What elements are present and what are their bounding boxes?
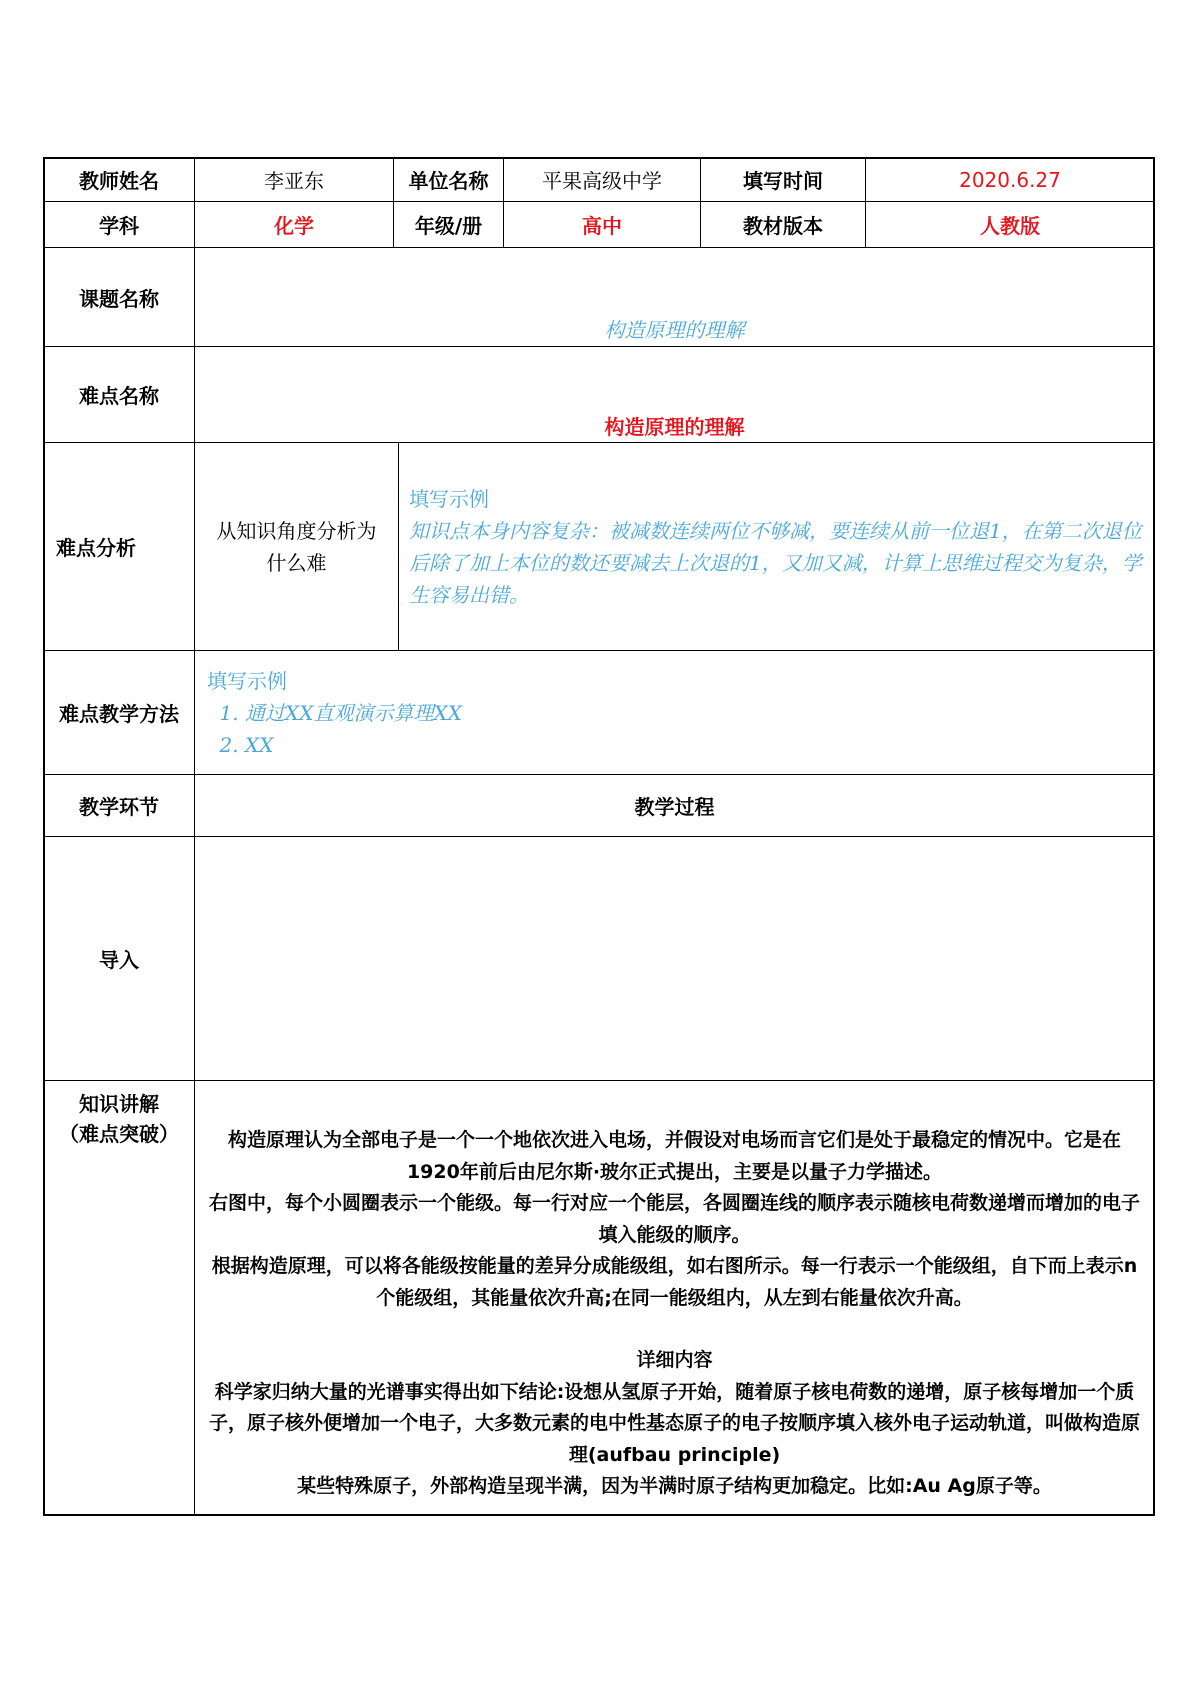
knowledge-label [43, 1080, 195, 1516]
fill-date-label: 填写时间 [700, 157, 866, 202]
teaching-method-cell [194, 650, 1155, 775]
teacher-name-label: 教师姓名 [43, 157, 195, 202]
subject-value: 化学 [194, 201, 394, 248]
method-item-1: 1. 通过XX直观演示算理XX [245, 697, 462, 729]
analysis-angle-label [194, 442, 399, 651]
topic-label: 课题名称 [43, 247, 195, 347]
teaching-step-label: 教学环节 [43, 774, 195, 837]
knowledge-para-2: 右图中，每个小圆圈表示一个能级。每一行对应一个能层，各圆圈连线的顺序表示随核电荷数递增而增加的电子填入能级的顺序。 [208, 1192, 1140, 1246]
teacher-name-value: 李亚东 [194, 157, 394, 202]
teaching-method-label: 难点教学方法 [43, 650, 195, 775]
knowledge-label-line1: 知识讲解 [79, 1092, 159, 1116]
method-example-title: 填写示例 [207, 668, 287, 693]
knowledge-para-5: 某些特殊原子，外部构造呈现半满，因为半满时原子结构更加稳定。比如:Au Ag原子等。 [297, 1475, 1052, 1497]
knowledge-para-4: 科学家归纳大量的光谱事实得出如下结论:设想从氢原子开始，随着原子核电荷数的递增，原子核每增加一个质子，原子核外便增加一个电子，大多数元素的电中性基态原子的电子按顺序填入核外电子运动轨道，叫做构造原理(aufbau principle) [208, 1380, 1140, 1466]
paragraph-gap [205, 1314, 1144, 1345]
edition-value: 人教版 [865, 201, 1155, 248]
difficulty-analysis-label: 难点分析 [43, 442, 195, 651]
analysis-example-title: 填写示例 [409, 487, 489, 511]
knowledge-label-line2: （难点突破） [59, 1122, 179, 1146]
intro-label: 导入 [43, 836, 195, 1081]
edition-label: 教材版本 [700, 201, 866, 248]
teaching-process-label: 教学过程 [194, 774, 1155, 837]
knowledge-para-1: 构造原理认为全部电子是一个一个地依次进入电场，并假设对电场而言它们是处于最稳定的情况中。它是在1920年前后由尼尔斯·玻尔正式提出，主要是以量子力学描述。 [227, 1129, 1121, 1183]
method-item-2: 2. XX [245, 729, 462, 761]
unit-name-value: 平果高级中学 [503, 157, 701, 202]
fill-date-value: 2020.6.27 [865, 157, 1155, 202]
analysis-example-text: 知识点本身内容复杂：被减数连续两位不够减，要连续从前一位退1，在第二次退位后除了加上本位的数还要减去上次退的1，又加又减，计算上思维过程交为复杂，学生容易出错。 [409, 519, 1142, 607]
detail-title: 详细内容 [636, 1349, 713, 1371]
analysis-angle-text: 从知识角度分析为什么难 [216, 518, 377, 575]
difficulty-name-label: 难点名称 [43, 346, 195, 443]
unit-name-label: 单位名称 [393, 157, 504, 202]
grade-value: 高中 [503, 201, 701, 248]
intro-content [194, 836, 1155, 1081]
analysis-example-cell [398, 442, 1155, 651]
subject-label: 学科 [43, 201, 195, 248]
knowledge-para-3: 根据构造原理，可以将各能级按能量的差异分成能级组，如右图所示。每一行表示一个能级组，自下而上表示n个能级组，其能量依次升高;在同一能级组内，从左到右能量依次升高。 [211, 1255, 1138, 1309]
grade-label: 年级/册 [393, 201, 504, 248]
difficulty-name-value: 构造原理的理解 [194, 346, 1155, 443]
method-list [207, 697, 462, 761]
topic-value: 构造原理的理解 [194, 247, 1155, 347]
knowledge-content [194, 1080, 1155, 1516]
